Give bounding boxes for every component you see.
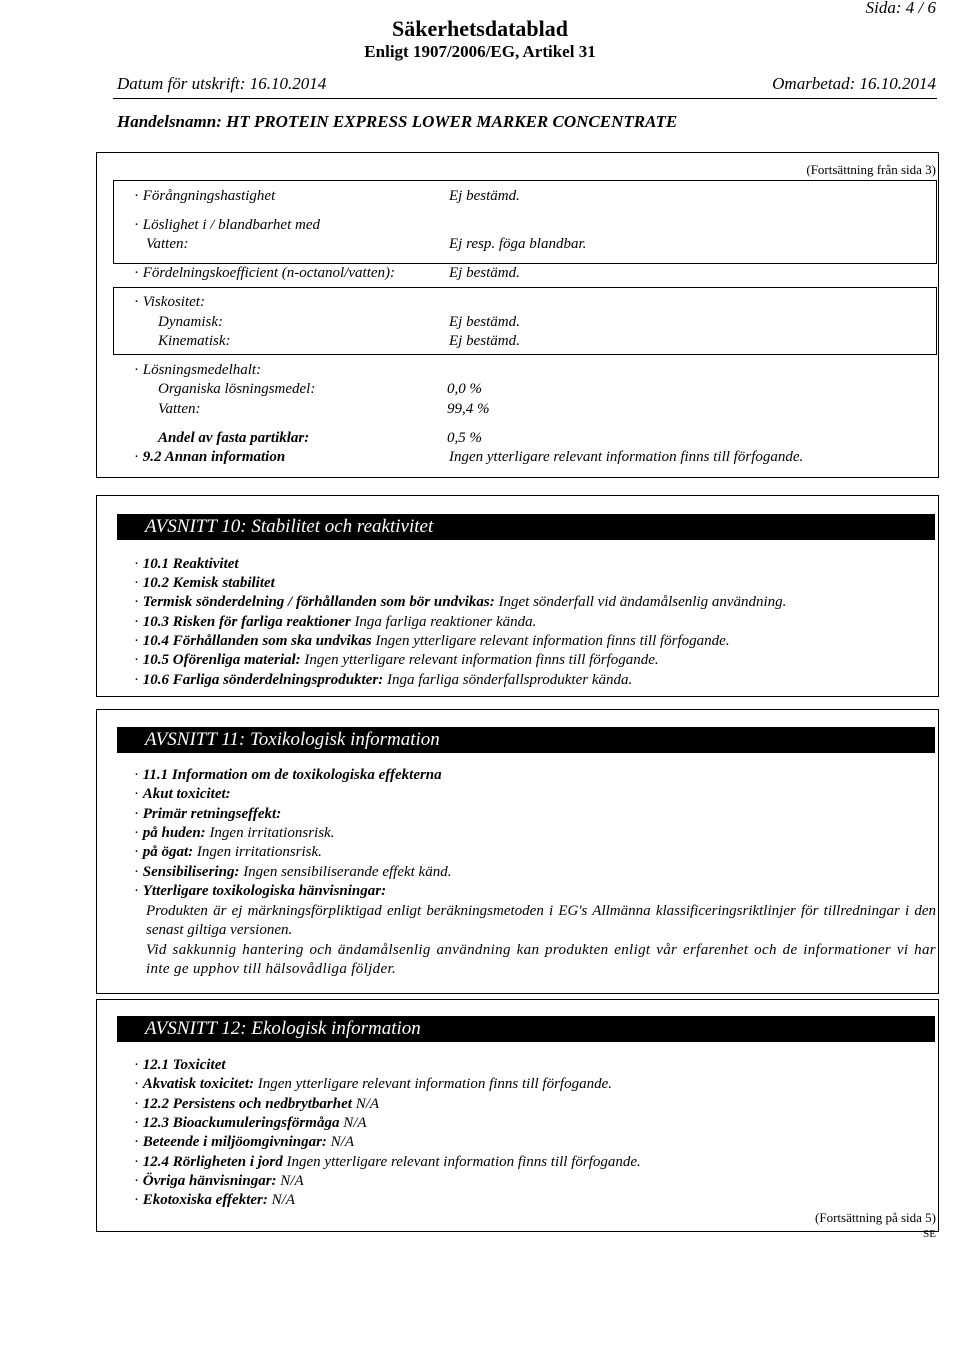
evaporation-label: Förångningshastighet: [142, 188, 276, 204]
kinematic-label: Kinematisk:: [158, 333, 231, 349]
section11-heading: AVSNITT 11: Toxikologisk information: [117, 727, 935, 753]
viscosity-row: · Viskositet:: [134, 294, 205, 310]
print-date: Datum för utskrift: 16.10.2014: [117, 74, 327, 93]
solvent-row: · Lösningsmedelhalt:: [134, 362, 262, 378]
decomposition-row: · Termisk sönderdelning / förhållanden som bör undvikas: Inget sönderfall vid ändamålsenlig användning.: [134, 594, 787, 610]
primary-irritant-label: Primär retningseffekt:: [142, 806, 282, 822]
skin-label: på huden:: [142, 825, 206, 841]
decomposition-label: Termisk sönderdelning / förhållanden som bör undvikas:: [142, 594, 495, 610]
toxicity-row: · 12.1 Toxicitet: [134, 1057, 226, 1073]
ecotoxic-value: N/A: [271, 1192, 295, 1208]
aquatic-label: Akvatisk toxicitet:: [142, 1076, 254, 1092]
dynamic-label: Dynamisk:: [158, 314, 223, 330]
dynamic-value: Ej bestämd.: [449, 314, 520, 330]
further-tox-label: Ytterligare toxikologiska hänvisningar:: [142, 883, 387, 899]
solids-value: 0,5 %: [447, 430, 482, 446]
viscosity-label: Viskositet:: [142, 294, 205, 310]
solvent-water-label: Vatten:: [158, 401, 201, 417]
sensitization-label: Sensibilisering:: [142, 864, 240, 880]
acute-toxicity-row: · Akut toxicitet:: [134, 786, 231, 802]
solids-label: Andel av fasta partiklar:: [158, 430, 310, 446]
decomposition-products-label: 10.6 Farliga sönderdelningsprodukter:: [142, 672, 384, 688]
persistence-row: · 12.2 Persistens och nedbrytbarhet N/A: [134, 1096, 380, 1112]
other-notes-value: N/A: [280, 1173, 304, 1189]
bioaccumulation-label: 12.3 Bioackumuleringsförmåga: [142, 1115, 340, 1131]
trade-name: Handelsnamn: HT PROTEIN EXPRESS LOWER MARKER CONCENTRATE: [117, 112, 678, 131]
kinematic-value: Ej bestämd.: [449, 333, 520, 349]
incompatible-label: 10.5 Oförenliga material:: [142, 652, 301, 668]
sensitization-row: · Sensibilisering: Ingen sensibiliserande effekt känd.: [134, 864, 452, 880]
eye-label: på ögat:: [142, 844, 194, 860]
document-title: Säkerhetsdatablad: [391, 16, 569, 41]
continued-on-note: (Fortsättning på sida 5): [815, 1210, 936, 1225]
ecotoxic-row: · Ekotoxiska effekter: N/A: [134, 1192, 295, 1208]
persistence-label: 12.2 Persistens och nedbrytbarhet: [142, 1096, 352, 1112]
revision-date: Omarbetad: 16.10.2014: [772, 74, 936, 93]
language-code: SE: [923, 1228, 936, 1240]
ecotoxic-label: Ekotoxiska effekter:: [142, 1192, 268, 1208]
hazardous-reactions-label: 10.3 Risken för farliga reaktioner: [142, 614, 351, 630]
persistence-value: N/A: [355, 1096, 380, 1112]
other-info-value: Ingen ytterligare relevant information finns till förfogande.: [449, 449, 804, 465]
viscosity-box: [113, 287, 937, 355]
eye-row: · på ögat: Ingen irritationsrisk.: [134, 844, 322, 860]
tox-paragraph-2: Vid sakkunnig hantering och ändamålsenlig användning kan produkten enligt vår erfarenhet och de informationer vi har inte ge upphov till hälsovådliga följder.: [146, 942, 936, 977]
other-info-label: 9.2 Annan information: [142, 449, 286, 465]
behaviour-row: · Beteende i miljöomgivningar: N/A: [134, 1134, 355, 1150]
incompatible-value: Ingen ytterligare relevant information finns till förfogande.: [304, 652, 659, 668]
sensitization-value: Ingen sensibiliserande effekt känd.: [243, 864, 452, 880]
hazardous-reactions-row: · 10.3 Risken för farliga reaktioner Inga farliga reaktioner kända.: [134, 614, 537, 630]
organic-label: Organiska lösningsmedel:: [158, 381, 316, 397]
other-notes-label: Övriga hänvisningar:: [142, 1173, 277, 1189]
acute-toxicity-label: Akut toxicitet:: [142, 786, 231, 802]
organic-value: 0,0 %: [447, 381, 482, 397]
skin-value: Ingen irritationsrisk.: [209, 825, 335, 841]
water-label: Vatten:: [146, 236, 189, 252]
aquatic-value: Ingen ytterligare relevant information finns till förfogande.: [257, 1076, 612, 1092]
partition-row: · Fördelningskoefficient (n-octanol/vatten):: [134, 265, 396, 281]
mobility-label: 12.4 Rörligheten i jord: [142, 1154, 283, 1170]
behaviour-value: N/A: [330, 1134, 355, 1150]
further-tox-row: · Ytterligare toxikologiska hänvisningar:: [134, 883, 387, 899]
mobility-value: Ingen ytterligare relevant information finns till förfogande.: [286, 1154, 641, 1170]
page-number: Sida: 4 / 6: [865, 0, 936, 17]
reactivity-label: 10.1 Reaktivitet: [142, 556, 239, 572]
solvent-label: Lösningsmedelhalt:: [142, 362, 262, 378]
document-subtitle: Enligt 1907/2006/EG, Artikel 31: [364, 42, 596, 61]
stability-row: · 10.2 Kemisk stabilitet: [134, 575, 275, 591]
behaviour-label: Beteende i miljöomgivningar:: [142, 1134, 327, 1150]
conditions-avoid-value: Ingen ytterligare relevant information finns till förfogande.: [375, 633, 730, 649]
incompatible-row: · 10.5 Oförenliga material: Ingen ytterligare relevant information finns till förfogande.: [134, 652, 659, 668]
eye-value: Ingen irritationsrisk.: [196, 844, 322, 860]
decomposition-products-value: Inga farliga sönderfallsprodukter kända.: [386, 672, 633, 688]
header-divider: [113, 98, 937, 99]
solubility-row: · Löslighet i / blandbarhet med: [134, 217, 320, 233]
solubility-label: Löslighet i / blandbarhet med: [142, 217, 320, 233]
section10-heading: AVSNITT 10: Stabilitet och reaktivitet: [117, 514, 935, 540]
primary-irritant-row: · Primär retningseffekt:: [134, 806, 282, 822]
evaporation-row: · Förångningshastighet: [134, 188, 276, 204]
partition-value: Ej bestämd.: [449, 265, 520, 281]
bioaccumulation-row: · 12.3 Bioackumuleringsförmåga N/A: [134, 1115, 367, 1131]
water-value: Ej resp. föga blandbar.: [449, 236, 587, 252]
decomposition-products-row: · 10.6 Farliga sönderdelningsprodukter: Inga farliga sönderfallsprodukter kända.: [134, 672, 633, 688]
bioaccumulation-value: N/A: [343, 1115, 367, 1131]
continued-from-note: (Fortsättning från sida 3): [806, 162, 936, 177]
solvent-water-value: 99,4 %: [447, 401, 490, 417]
hazardous-reactions-value: Inga farliga reaktioner kända.: [354, 614, 537, 630]
other-info-row: · 9.2 Annan information: [134, 449, 286, 465]
aquatic-row: · Akvatisk toxicitet: Ingen ytterligare relevant information finns till förfogande.: [134, 1076, 612, 1092]
mobility-row: · 12.4 Rörligheten i jord Ingen ytterligare relevant information finns till förfogande.: [134, 1154, 641, 1170]
partition-label: Fördelningskoefficient (n-octanol/vatten):: [142, 265, 396, 281]
conditions-avoid-label: 10.4 Förhållanden som ska undvikas: [142, 633, 372, 649]
conditions-avoid-row: · 10.4 Förhållanden som ska undvikas Ingen ytterligare relevant information finns till förfogande.: [134, 633, 730, 649]
decomposition-value: Inget sönderfall vid ändamålsenlig användning.: [498, 594, 787, 610]
other-notes-row: · Övriga hänvisningar: N/A: [134, 1173, 304, 1189]
toxicity-label: 12.1 Toxicitet: [142, 1057, 226, 1073]
evaporation-value: Ej bestämd.: [449, 188, 520, 204]
section12-heading: AVSNITT 12: Ekologisk information: [117, 1016, 935, 1042]
tox-info-label: 11.1 Information om de toxikologiska effekterna: [142, 767, 442, 783]
tox-info-row: · 11.1 Information om de toxikologiska effekterna: [134, 767, 442, 783]
reactivity-row: · 10.1 Reaktivitet: [134, 556, 239, 572]
skin-row: · på huden: Ingen irritationsrisk.: [134, 825, 335, 841]
stability-label: 10.2 Kemisk stabilitet: [142, 575, 275, 591]
tox-paragraph-1: Produkten är ej märkningsförpliktigad enligt beräkningsmetoden i EG's Allmänna klassificeringsriktlinjer för tillredningar i den senast giltiga versionen.: [146, 903, 936, 938]
